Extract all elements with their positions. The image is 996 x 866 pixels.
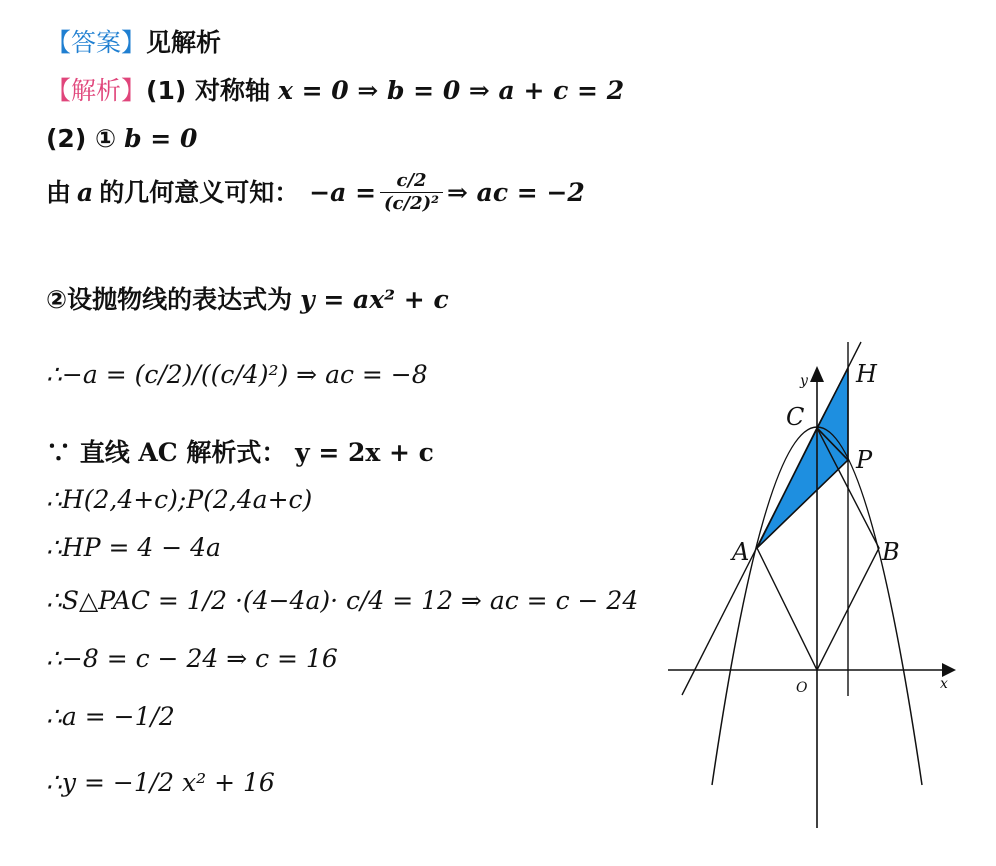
label-x: x bbox=[940, 676, 948, 692]
geo-den: (c/2)² bbox=[384, 193, 440, 214]
line-ac bbox=[46, 440, 434, 465]
geo-line bbox=[46, 172, 585, 213]
part1-label: (1) 对称轴 bbox=[146, 76, 270, 105]
circ2-math: y = ax² + c bbox=[300, 285, 449, 314]
line-c16: ∴−8 = c − 24 ⇒ c = 16 bbox=[46, 644, 338, 673]
label-h: H bbox=[856, 360, 877, 388]
label-y: y bbox=[800, 373, 808, 389]
label-c: C bbox=[786, 403, 805, 431]
part2-line bbox=[46, 126, 197, 151]
analysis-tag: 【解析】 bbox=[46, 76, 147, 105]
label-b: B bbox=[882, 538, 900, 566]
analysis-line bbox=[46, 78, 624, 103]
geo-num: c/2 bbox=[396, 170, 427, 191]
geo-rhs: ⇒ ac = −2 bbox=[447, 178, 585, 207]
geo-var: a bbox=[77, 178, 94, 207]
answer-text: 见解析 bbox=[146, 28, 222, 57]
line-points: ∴H(2,4+c);P(2,4a+c) bbox=[46, 485, 313, 514]
x-axis-arrow bbox=[942, 663, 956, 677]
line-y-final: ∴y = −1/2 x² + 16 bbox=[46, 768, 275, 797]
y-axis-arrow bbox=[810, 366, 824, 382]
line-ac-text: ∵ 直线 AC 解析式： y = 2x + c bbox=[46, 438, 434, 467]
circ2-text: ②设抛物线的表达式为 bbox=[46, 285, 293, 314]
label-o: O bbox=[796, 680, 808, 696]
line-hp: ∴HP = 4 − 4a bbox=[46, 533, 221, 562]
geo-fraction bbox=[380, 172, 443, 213]
line-neg-a: ∴−a = (c/2)/((c/4)²) ⇒ ac = −8 bbox=[46, 360, 428, 389]
part2-label: (2) ① bbox=[46, 124, 117, 153]
label-p: P bbox=[856, 446, 873, 474]
line-a-val: ∴a = −1/2 bbox=[46, 702, 175, 731]
geo-lhs: −a = bbox=[309, 178, 377, 207]
line-area: ∴S△PAC = 1/2 ·(4−4a)· c/4 = 12 ⇒ ac = c − 24 bbox=[46, 586, 639, 615]
geo-prefix: 由 bbox=[46, 178, 72, 207]
answer-tag: 【答案】 bbox=[46, 28, 147, 57]
answer-line bbox=[46, 30, 221, 55]
circ2-line bbox=[46, 287, 449, 312]
part1-math: x = 0 ⇒ b = 0 ⇒ a + c = 2 bbox=[277, 76, 625, 105]
geo-text: 的几何意义可知： bbox=[99, 178, 300, 207]
label-a: A bbox=[732, 538, 750, 566]
part2-math: b = 0 bbox=[124, 124, 198, 153]
parabola-figure bbox=[660, 330, 970, 835]
